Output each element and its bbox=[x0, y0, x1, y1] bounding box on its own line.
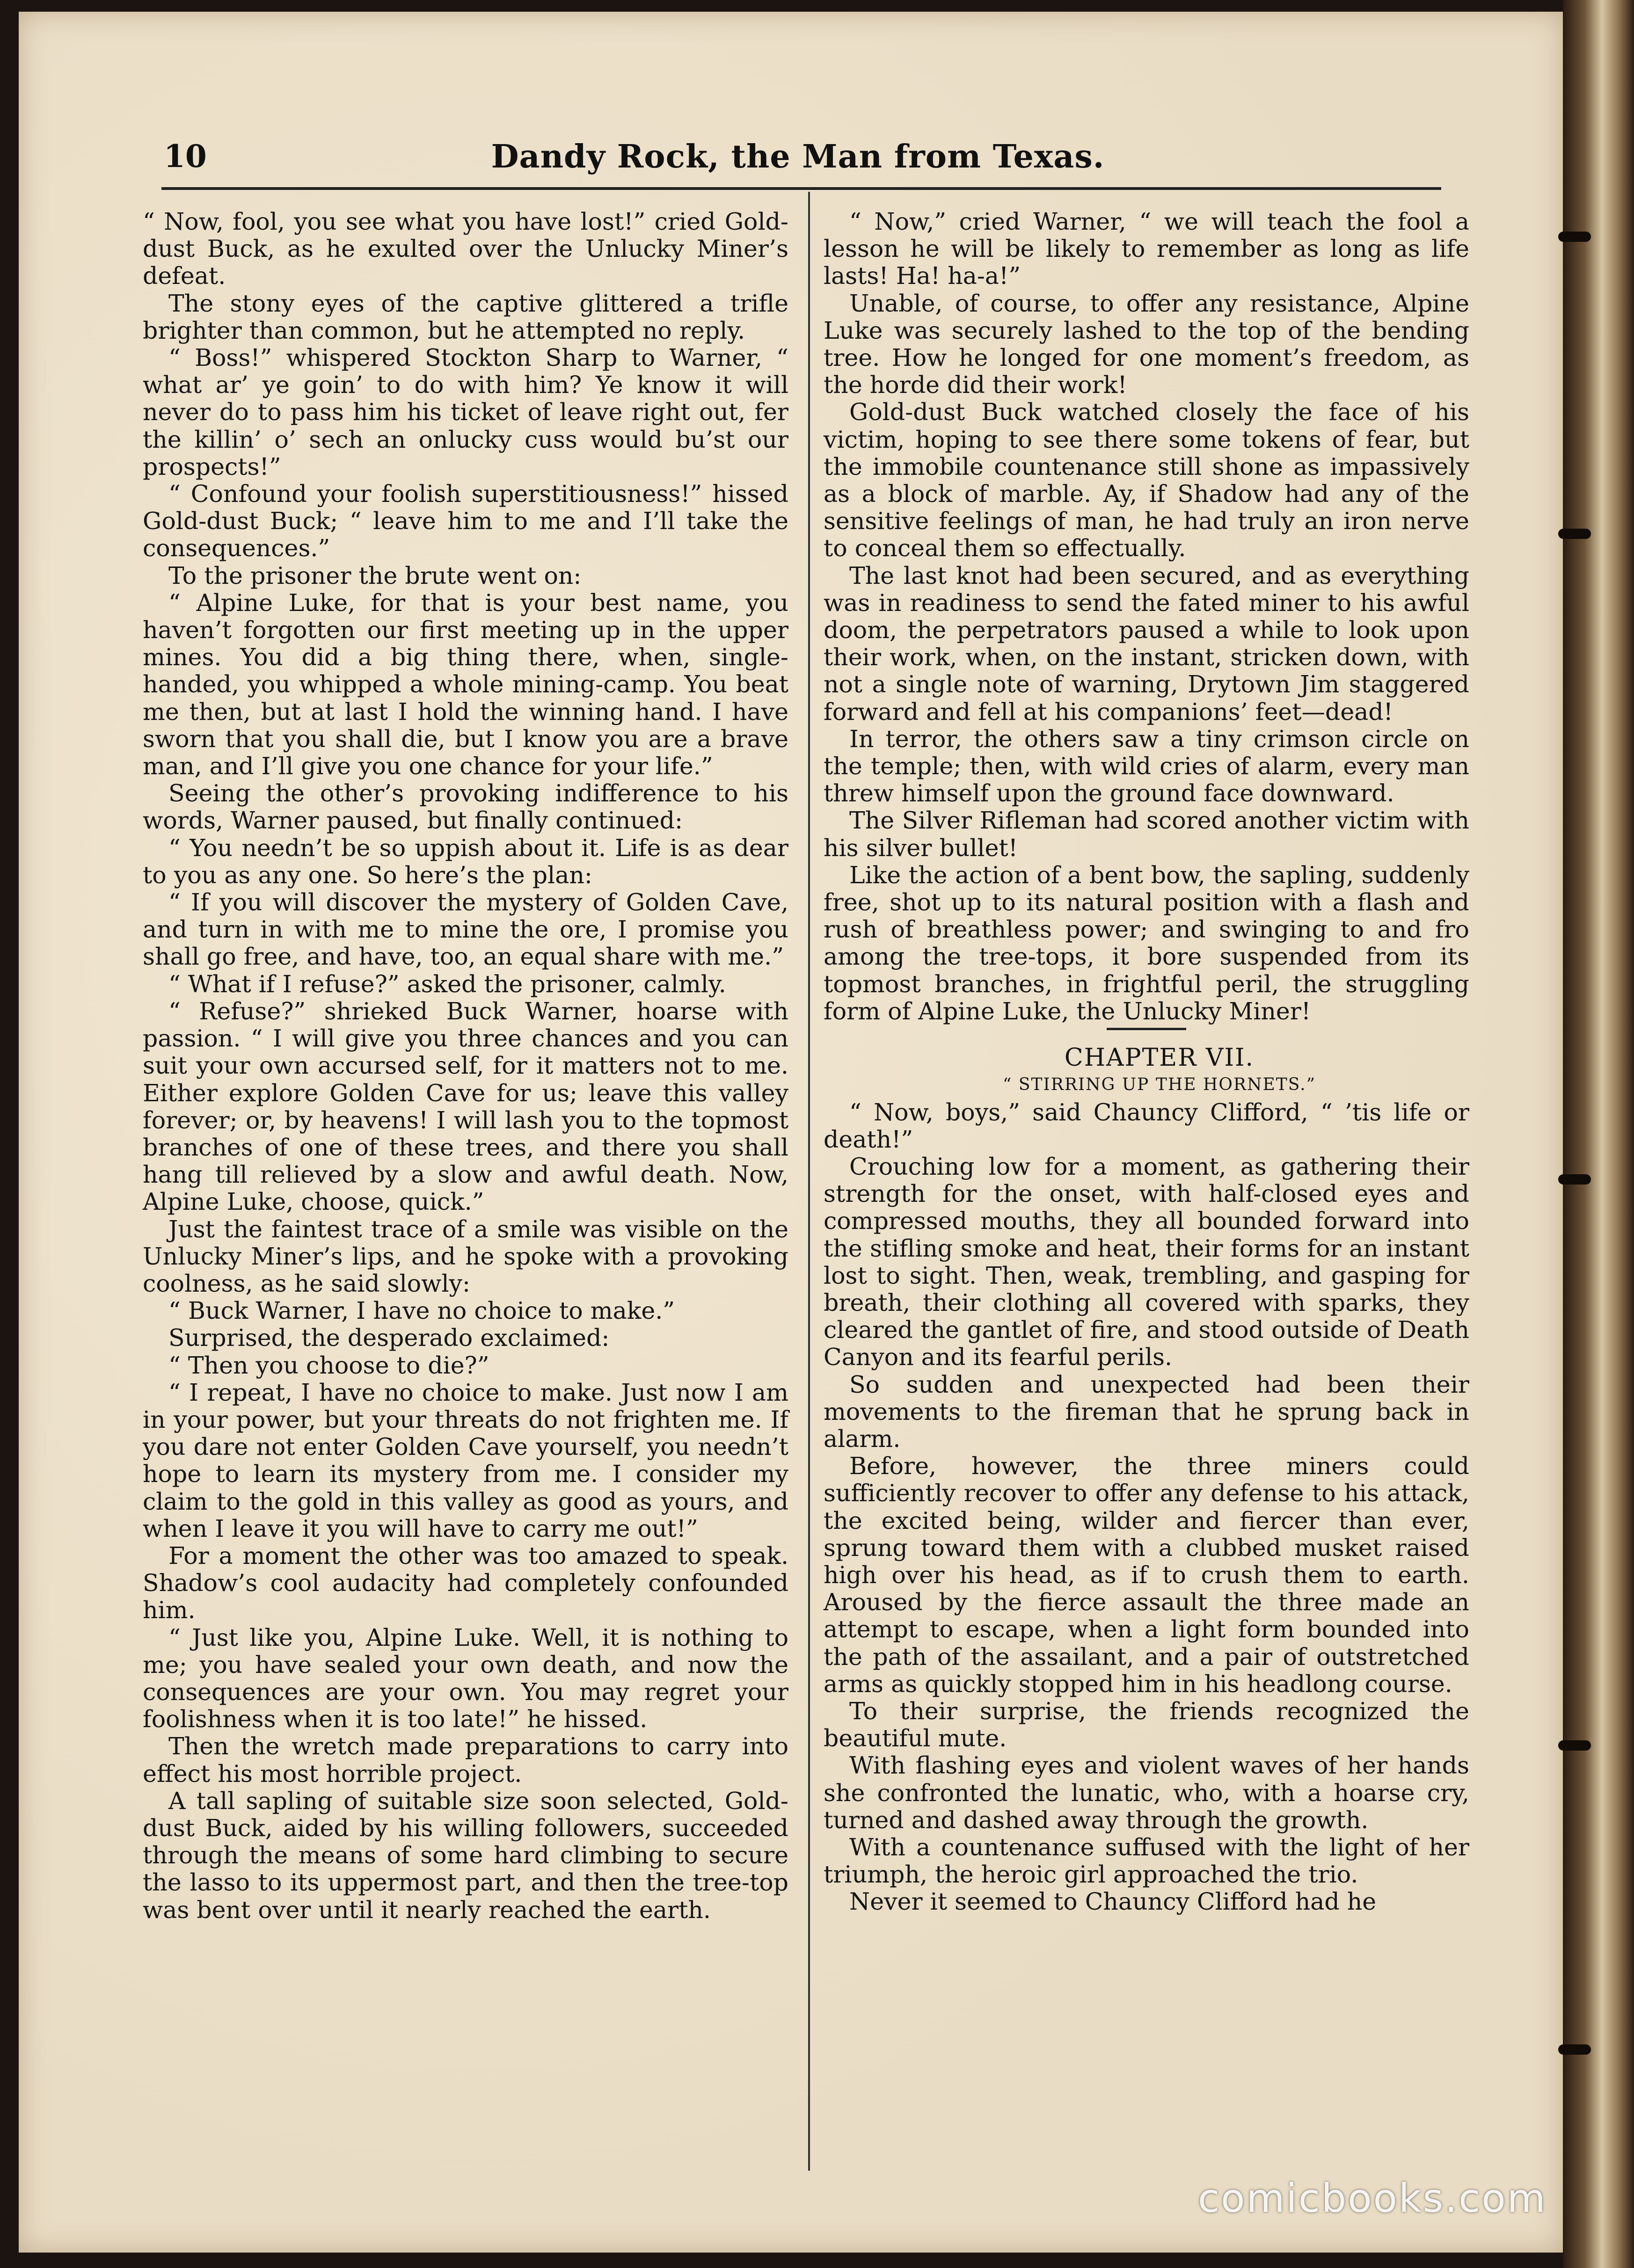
paragraph: “ Confound your foolish superstitiousness!” hissed Gold-dust Buck; “ leave him to me and I’ll take the consequences.” bbox=[143, 480, 788, 562]
stitch-mark bbox=[1558, 529, 1591, 539]
paragraph: For a moment the other was too amazed to speak. Shadow’s cool audacity had completely confounded him. bbox=[143, 1541, 788, 1624]
paragraph: “ Refuse?” shrieked Buck Warner, hoarse with passion. “ I will give you three chances and you can suit your own accursed self, for it matters not to me. Either explore Golden Cave for us; leave this valley forever; or, by heavens! I will lash you to the topmost branches of one of these trees, and there you shall hang till relieved by a slow and awful death. Now, Alpine Luke, choose, quick.” bbox=[143, 997, 788, 1216]
paragraph: In terror, the others saw a tiny crimson circle on the temple; then, with wild cries of alarm, every man threw himself upon the ground face downward. bbox=[824, 725, 1469, 807]
running-title: Dandy Rock, the Man from Texas. bbox=[491, 138, 1105, 175]
paragraph: “ Just like you, Alpine Luke. Well, it is nothing to me; you have sealed your own death, and now the consequences are your own. You may regret your foolishness when it is too late!” he hissed. bbox=[143, 1623, 788, 1733]
paragraph: Like the action of a bent bow, the sapling, suddenly free, shot up to its natural position with a flash and rush of breathless power; and swinging to and fro among the tree-tops, it bore suspended from its topmost branches, in frightful peril, the struggling form of Alpine Luke, the Unlucky Miner! bbox=[824, 861, 1469, 1025]
paragraph: So sudden and unexpected had been their movements to the fireman that he sprung back in alarm. bbox=[824, 1370, 1469, 1453]
paragraph: The last knot had been secured, and as everything was in readiness to send the fated miner to his awful doom, the perpetrators paused a while to look upon their work, when, on the instant, stricken down, with not a single note of warning, Drytown Jim staggered forward and fell at his companions’ feet—dead! bbox=[824, 561, 1469, 726]
paragraph: “ Now,” cried Warner, “ we will teach the fool a lesson he will be likely to remember as long as life lasts! Ha! ha-a!” bbox=[824, 208, 1469, 290]
chapter-rule bbox=[1107, 1028, 1186, 1030]
paragraph: “ Now, boys,” said Chauncy Clifford, “ ’tis life or death!” bbox=[824, 1098, 1469, 1153]
paragraph: Surprised, the desperado exclaimed: bbox=[168, 1324, 610, 1352]
paragraph: With a countenance suffused with the light of her triumph, the heroic girl approached the trio. bbox=[824, 1833, 1469, 1889]
left-column bbox=[143, 208, 788, 1924]
paragraph: “ I repeat, I have no choice to make. Just now I am in your power, but your threats do not frighten me. If you dare not enter Golden Cave yourself, you needn’t hope to learn its mystery from me. I consider my claim to the gold in this valley as good as yours, and when I leave it you will have to carry me out!” bbox=[143, 1378, 788, 1542]
paragraph: Unable, of course, to offer any resistance, Alpine Luke was securely lashed to the top of the bending tree. How he longed for one moment’s freedom, as the horde did their work! bbox=[824, 289, 1469, 399]
paragraph: The Silver Rifleman had scored another victim with his silver bullet! bbox=[824, 807, 1469, 862]
paragraph: A tall sapling of suitable size soon selected, Gold-dust Buck, aided by his willing followers, succeeded through the means of some hard climbing to secure the lasso to its uppermost part, and then the tree-top was bent over until it nearly reached the earth. bbox=[143, 1787, 788, 1924]
right-column bbox=[824, 208, 1469, 1916]
watermark-logo: comicbooks.com bbox=[1198, 2175, 1547, 2221]
chapter-subtitle: “ STIRRING UP THE HORNETS.” bbox=[1002, 1075, 1316, 1095]
stitch-mark bbox=[1558, 232, 1591, 242]
paragraph: To the prisoner the brute went on: bbox=[168, 561, 582, 589]
paragraph: “ If you will discover the mystery of Golden Cave, and turn in with me to mine the ore, I promise you shall go free, and have, too, an equal share with me.” bbox=[143, 888, 788, 971]
paragraph: “ You needn’t be so uppish about it. Life is as dear to you as any one. So here’s the plan: bbox=[143, 834, 788, 889]
paragraph: “ What if I refuse?” asked the prisoner, calmly. bbox=[168, 970, 726, 998]
chapter-heading: CHAPTER VII. bbox=[1064, 1044, 1255, 1072]
paragraph: Never it seemed to Chauncy Clifford had he bbox=[849, 1888, 1377, 1916]
paragraph: “ Boss!” whispered Stockton Sharp to Warner, “ what ar’ ye goin’ to do with him? Ye know it will never do to pass him his ticket of leave right out, fer the killin’ o’ sech an onlucky cuss would bu’st our prospects!” bbox=[143, 344, 788, 480]
paragraph: “ Alpine Luke, for that is your best name, you haven’t forgotten our first meeting up in the upper mines. You did a big thing there, when, single-handed, you whipped a whole mining-camp. You beat me then, but at last I hold the winning hand. I have sworn that you shall die, but I know you are a brave man, and I’ll give you one chance for your life.” bbox=[143, 589, 788, 780]
paragraph: “ Buck Warner, I have no choice to make.” bbox=[168, 1297, 675, 1325]
stitch-mark bbox=[1558, 2044, 1591, 2055]
paragraph: “ Then you choose to die?” bbox=[168, 1351, 489, 1379]
paragraph: Seeing the other’s provoking indifference to his words, Warner paused, but finally continued: bbox=[143, 779, 788, 835]
paragraph: To their surprise, the friends recognized the beautiful mute. bbox=[824, 1697, 1469, 1752]
paragraph: With flashing eyes and violent waves of her hands she confronted the lunatic, who, with a hoarse cry, turned and dashed away through the growth. bbox=[824, 1752, 1469, 1834]
stitch-mark bbox=[1558, 1174, 1591, 1185]
header-rule bbox=[161, 187, 1441, 190]
paragraph: Crouching low for a moment, as gathering their strength for the onset, with half-closed eyes and compressed mouths, they all bounded forward into the stifling smoke and heat, their forms for an instant lost to sight. Then, weak, trembling, and gasping for breath, their clothing all covered with sparks, they cleared the gantlet of fire, and stood outside of Death Canyon and its fearful perils. bbox=[824, 1152, 1469, 1371]
binding-spine bbox=[1563, 0, 1634, 2268]
page-number: 10 bbox=[164, 138, 207, 174]
paragraph: Gold-dust Buck watched closely the face of his victim, hoping to see there some tokens of fear, but the immobile countenance still shone as impassively as a block of marble. Ay, if Shadow had any of the sensitive feelings of man, he had truly an iron nerve to conceal them so effectually. bbox=[824, 398, 1469, 562]
paragraph: The stony eyes of the captive glittered a trifle brighter than common, but he attempted no reply. bbox=[143, 289, 788, 344]
paragraph: Just the faintest trace of a smile was visible on the Unlucky Miner’s lips, and he spoke with a provoking coolness, as he said slowly: bbox=[143, 1215, 788, 1297]
paragraph: “ Now, fool, you see what you have lost!” cried Gold-dust Buck, as he exulted over the Unlucky Miner’s defeat. bbox=[143, 208, 788, 290]
stitch-mark bbox=[1558, 1740, 1591, 1751]
column-divider bbox=[808, 192, 810, 2171]
paragraph: Before, however, the three miners could sufficiently recover to offer any defense to his attack, the excited being, wilder and fiercer than ever, sprung toward them with a clubbed musket raised high over his head, as if to crush them to earth. Aroused by the fierce assault the three made an attempt to escape, when a light form bounded into the path of the assailant, and a pair of outstretched arms as quickly stopped him in his headlong course. bbox=[824, 1452, 1469, 1698]
paragraph: Then the wretch made preparations to carry into effect his most horrible project. bbox=[143, 1732, 788, 1788]
